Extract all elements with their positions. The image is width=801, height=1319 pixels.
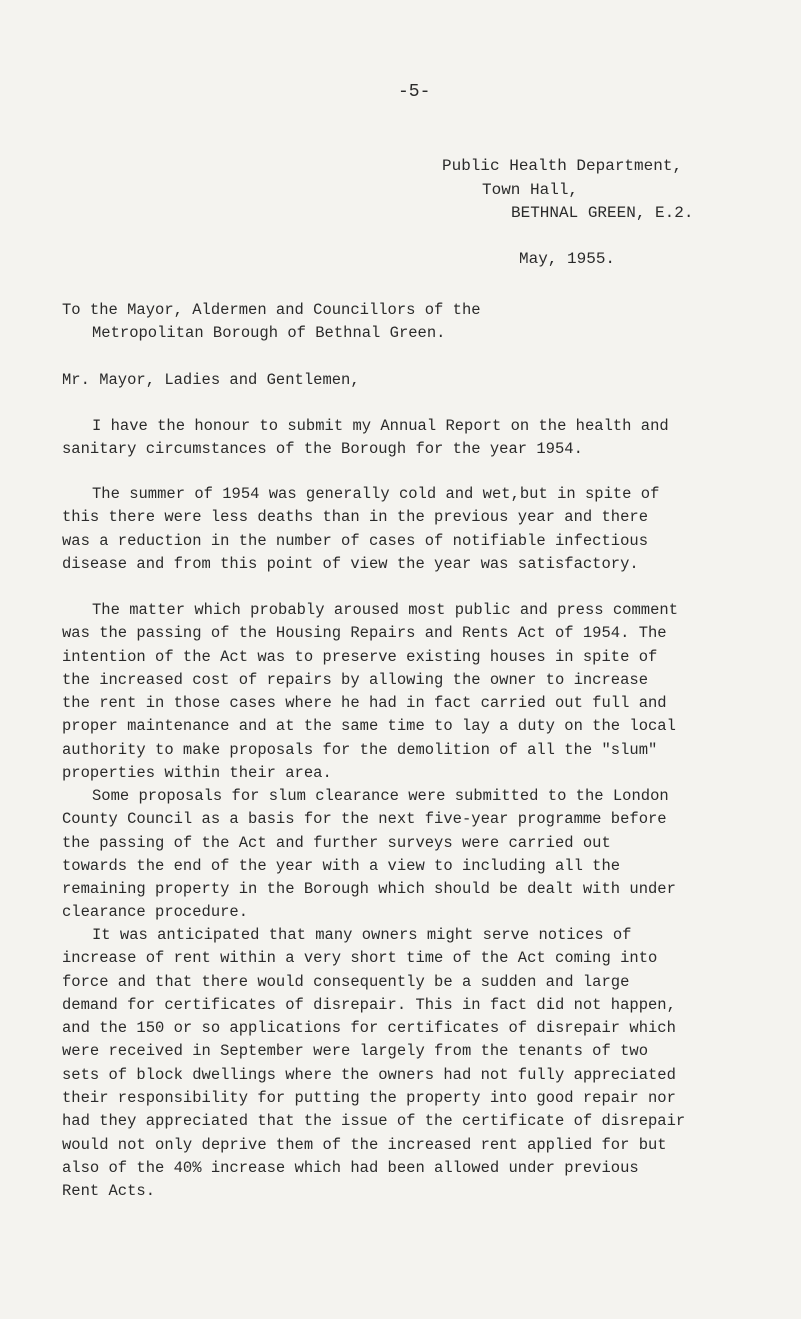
greeting (62, 369, 772, 392)
address-line-2: Town Hall, (482, 181, 579, 199)
text-line: sanitary circumstances of the Borough for the year 1954. (62, 440, 583, 459)
text-line: would not only deprive them of the increased rent applied for but (62, 1135, 667, 1154)
text-line: their responsibility for putting the property into good repair nor (62, 1089, 676, 1108)
text-line: was a reduction in the number of cases of notifiable infectious (62, 531, 648, 550)
text-line: force and that there would consequently be a sudden and large (62, 972, 630, 991)
greeting-line: Mr. Mayor, Ladies and Gentlemen, (62, 371, 360, 389)
text-line: increase of rent within a very short time of the Act coming into (62, 949, 658, 968)
text-line: I have the honour to submit my Annual Report on the health and (92, 417, 669, 435)
paragraph-3 (62, 599, 772, 785)
text-line: was the passing of the Housing Repairs and Rents Act of 1954. The (62, 624, 667, 643)
text-line: remaining property in the Borough which should be dealt with under (62, 880, 676, 899)
text-line: intention of the Act was to preserve existing houses in spite of (62, 647, 658, 666)
paragraph-5 (62, 924, 772, 1204)
text-line: had they appreciated that the issue of the certificate of disrepair (62, 1112, 686, 1131)
text-line: County Council as a basis for the next five-year programme before (62, 810, 667, 829)
text-line: proper maintenance and at the same time to lay a duty on the local (62, 717, 676, 736)
text-line: disease and from this point of view the year was satisfactory. (62, 554, 639, 573)
text-line: were received in September were largely from the tenants of two (62, 1042, 648, 1061)
report-date: May, 1955. (519, 250, 616, 268)
text-line: clearance procedure. (62, 903, 249, 922)
paragraph-2 (62, 483, 772, 576)
text-line: It was anticipated that many owners might serve notices of (92, 926, 632, 944)
addressee-block (62, 299, 772, 346)
text-line: Rent Acts. (62, 1182, 156, 1201)
text-line: this there were less deaths than in the previous year and there (62, 508, 648, 527)
text-line: Some proposals for slum clearance were submitted to the London (92, 787, 669, 805)
text-line: The matter which probably aroused most public and press comment (92, 601, 678, 619)
addressee-line-2: Metropolitan Borough of Bethnal Green. (92, 324, 446, 343)
address-line-3: BETHNAL GREEN, E.2. (511, 204, 694, 222)
paragraph-4 (62, 785, 772, 925)
addressee-line-1: To the Mayor, Aldermen and Councillors of the (62, 301, 481, 319)
text-line: The summer of 1954 was generally cold and wet,but in spite of (92, 485, 660, 503)
text-line: the increased cost of repairs by allowing the owner to increase (62, 670, 648, 689)
page-number: -5- (398, 82, 431, 102)
text-line: the passing of the Act and further surveys were carried out (62, 833, 611, 852)
text-line: towards the end of the year with a view to including all the (62, 856, 621, 875)
text-line: demand for certificates of disrepair. This in fact did not happen, (62, 995, 676, 1014)
text-line: the rent in those cases where he had in fact carried out full and (62, 694, 667, 713)
address-line-1: Public Health Department, (442, 157, 683, 175)
paragraph-1 (62, 415, 772, 462)
text-line: authority to make proposals for the demolition of all the "slum" (62, 740, 658, 759)
text-line: also of the 40% increase which had been allowed under previous (62, 1158, 639, 1177)
text-line: sets of block dwellings where the owners had not fully appreciated (62, 1065, 676, 1084)
text-line: properties within their area. (62, 764, 332, 783)
text-line: and the 150 or so applications for certificates of disrepair which (62, 1019, 676, 1038)
